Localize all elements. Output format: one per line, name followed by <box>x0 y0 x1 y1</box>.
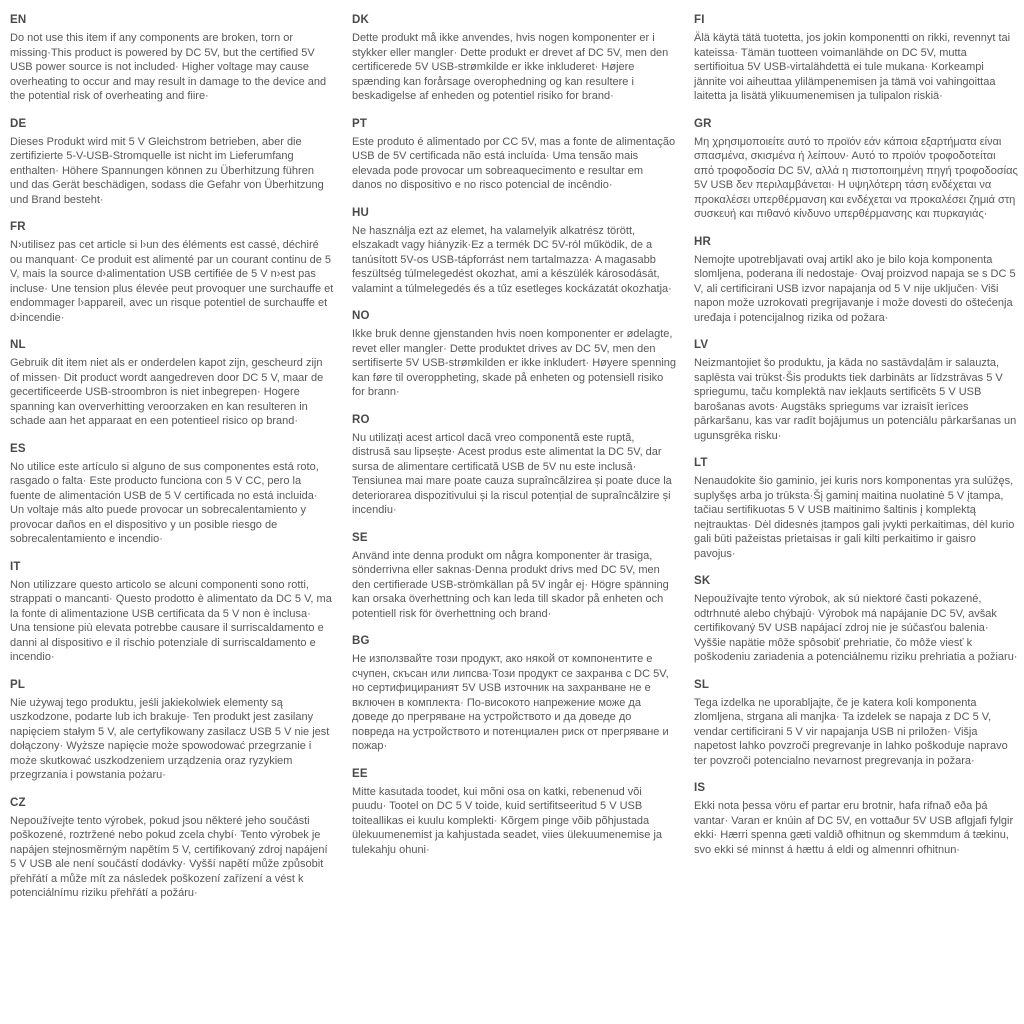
language-code-heading: LV <box>694 339 709 351</box>
language-code-heading: NO <box>352 310 370 322</box>
language-code-heading: NL <box>10 339 26 351</box>
language-paragraph: Mitte kasutada toodet, kui mõni osa on katki, rebenenud või puudu· Tootel on DC 5 V toide, kuid sertifitseeritud 5 V USB toiteallikas ei kuulu komplekti· Kõrgem pinge võib põhjustada ülekuumenemist ja kahjustada seadet, viies ülekuumenemise ja tulekahju ohuni· <box>352 785 663 856</box>
language-paragraph: Ne használja ezt az elemet, ha valamelyik alkatrész törött, elszakadt vagy hiányzik·Ez a termék DC 5V-ról működik, de a tanúsított 5V-os USB-tápforrást nem tartalmazza· A magasabb feszültség túlmelegedést okozhat, ami a készülék károsodását, valamint a túlmelegedés és a tűz esetleges kockázatát okozhatja· <box>352 224 672 295</box>
language-code-heading: PT <box>352 117 368 130</box>
language-paragraph: Nepoužívejte tento výrobek, pokud jsou některé jeho součásti poškozené, roztržené nebo pokud zcela chybí· Tento výrobek je napájen stejnosměrným napětím 5 V, certifikovaný zdroj napájení 5 V USB ale není součástí dodávky· Vyšší napětí může způsobit přehřátí a může mít za následek poškození zařízení a vést k potenciálnímu riziku přehřátí a požáru· <box>10 814 328 899</box>
language-code-heading: FR <box>10 221 26 233</box>
language-code-heading: FI <box>694 14 705 26</box>
language-code-heading: PL <box>10 678 26 691</box>
language-paragraph: Nemojte upotrebljavati ovaj artikl ako je bilo koja komponenta slomljena, poderana ili nedostaje· Ovaj proizvod napaja se s DC 5 V, ali certificirani USB izvor napajanja od 5 V nije uključen· Viši napon može uzrokovati pregrijavanje i može dovesti do oštećenja uređaja i potencijalnog rizika od požara· <box>694 253 1016 324</box>
language-paragraph: Nie używaj tego produktu, jeśli jakiekolwiek elementy są uszkodzone, podarte lub ich brakuje· Ten produkt jest zasilany napięciem stałym 5 V, ale certyfikowany zasilacz USB 5 V nie jest dołączony· Wyższe napięcie może spowodować przegrzanie i może skutkować uszkodzeniem urządzenia oraz ryzykiem przegrzania i powstania pożaru· <box>10 696 330 781</box>
language-paragraph: Ekki nota þessa vöru ef partar eru brotnir, hafa rifnað eða þá vantar· Varan er knúin af DC 5V, en vottaður 5V USB aflgjafi fylgir ekki· Hærri spenna gæti valdið ofhitnun og skemmdum á tækinu, svo ekki sé minnst á hættu á eldi og almennri ofhitnun· <box>694 800 1014 856</box>
language-section-cz <box>10 797 334 901</box>
language-paragraph: Dette produkt må ikke anvendes, hvis nogen komponenter er i stykker eller mangler· Dette produkt er drevet af DC 5V, men den certificerede 5V USB-strømkilde er ikke inkluderet· Højere spænding kan forårsage overophedning og kan resultere i beskadigelse af enheden og potentiel risiko for brand· <box>352 32 669 102</box>
language-section-lt <box>694 457 1018 561</box>
language-paragraph: Este produto é alimentado por CC 5V, mas a fonte de alimentação USB de 5V certificada não está incluída· Uma tensão mais elevada pode provocar um sobreaquecimento e resultar em danos no dispositivo e no risco potencial de incêndio· <box>352 135 676 191</box>
language-code-heading: BG <box>352 635 370 647</box>
language-section-fr <box>10 221 334 325</box>
language-code-heading: HU <box>352 206 370 219</box>
language-section-ee <box>352 768 676 858</box>
language-code-heading: EE <box>352 767 368 780</box>
language-paragraph: Не използвайте този продукт, ако някой от компонентите е счупен, скъсан или липсва·Този продукт се захранва с DC 5V, но сертифицираният 5V USB източник на захранване не е включен в комплекта· По-високото напрежение може да доведе до прегряване на устройството и да доведе до повреда на устройството и потенциален риск от прегряване и пожар· <box>352 653 669 752</box>
language-paragraph: Nenaudokite šio gaminio, jei kuris nors komponentas yra sulūžęs, suplyšęs arba jo trūksta·Šį gaminį maitina nuolatinė 5 V įtampa, tačiau sertifikuotas 5 V USB maitinimo šaltinis į komplektą neįtrauktas· Dėl didesnės įtampos gali įvykti perkaitimas, dėl kurio gali būti pažeistas prietaisas ir gali kilti perkaitimo ir gaisro pavojus· <box>694 475 1015 560</box>
language-paragraph: No utilice este artículo si alguno de sus componentes está roto, rasgado o falta· Este producto funciona con 5 V CC, pero la fuente de alimentación USB de 5 V certificada no está incluida· Un voltaje más alto puede provocar un sobrecalentamiento y provocar daños en el dispositivo y un posible riesgo de sobrecalentamiento e incendio· <box>10 460 319 545</box>
column-middle <box>352 10 676 869</box>
language-code-heading: CZ <box>10 796 26 809</box>
language-code-heading: IT <box>10 560 21 573</box>
language-section-de <box>10 118 334 208</box>
language-section-is <box>694 782 1018 857</box>
language-paragraph: Nu utilizați acest articol dacă vreo componentă este ruptă, distrusă sau lipsește· Acest produs este alimentat la DC 5V, dar sursa de alimentare certificată USB de 5V nu este inclusă· Tensiunea mai mare poate cauza supraîncălzirea și poate duce la deteriorarea dispozitivului și la riscul potențial de supraîncălzire și incendiu· <box>352 431 672 516</box>
language-code-heading: DE <box>10 117 27 130</box>
language-paragraph: Dieses Produkt wird mit 5 V Gleichstrom betrieben, aber die zertifizierte 5-V-USB-Stromquelle ist nicht im Lieferumfang enthalten· Höhere Spannungen können zu Überhitzung führen und das Gerät beschädigen, sodass die Gefahr von Überhitzung und Brand besteht· <box>10 135 324 206</box>
language-section-hr <box>694 236 1018 326</box>
language-section-sl <box>694 679 1018 769</box>
language-paragraph: Non utilizzare questo articolo se alcuni componenti sono rotti, strappati o mancanti· Questo prodotto è alimentato da DC 5 V, ma la fonte di alimentazione USB certificata da 5 V non è inclusa· Una tensione più elevata potrebbe causare il surriscaldamento e danni al dispositivo e il rischio potenziale di surriscaldamento e incendio· <box>10 578 332 663</box>
language-paragraph: Gebruik dit item niet als er onderdelen kapot zijn, gescheurd zijn of missen· Dit product wordt aangedreven door DC 5 V, maar de gecertificeerde USB-stroombron is niet inbegrepen· Hogere spanning kan oververhitting veroorzaken en kan resulteren in schade aan het apparaat en een potentieel risico op brand· <box>10 357 324 427</box>
language-section-hu <box>352 207 676 297</box>
language-code-heading: LT <box>694 457 708 469</box>
language-code-heading: SL <box>694 678 710 691</box>
language-code-heading: RO <box>352 413 370 426</box>
language-section-it <box>10 561 334 665</box>
language-section-ro <box>352 414 676 518</box>
language-section-bg <box>352 635 676 754</box>
language-code-heading: HR <box>694 235 712 248</box>
language-section-no <box>352 310 676 400</box>
column-right <box>694 10 1018 869</box>
language-paragraph: Μη χρησιμοποιείτε αυτό το προϊόν εάν κάποια εξαρτήματα είναι σπασμένα, σκισμένα ή λείπουν· Αυτό το προϊόν τροφοδοτείται από τροφοδοσία DC 5V, αλλά η πιστοποιημένη πηγή τροφοδοσίας 5V USB δεν περιλαμβάνεται· Η υψηλότερη τάση ενδέχεται να προκαλέσει υπερθέρμανση και ενδέχεται να προκαλέσει ζημιά στη συσκευή και πιθανό κίνδυνο υπερθέρμανσης και πυρκαγιάς· <box>694 135 1018 220</box>
language-paragraph: Ikke bruk denne gjenstanden hvis noen komponenter er ødelagte, revet eller mangler· Dette produktet drives av DC 5V, men den sertifiserte 5V USB-strømkilden er ikke inkludert· Høyere spenning kan føre til overoppheting, skade på enheten og potensiell risiko for brann· <box>352 328 677 398</box>
language-paragraph: Älä käytä tätä tuotetta, jos jokin komponentti on rikki, revennyt tai kateissa· Tämän tuotteen voimanlähde on DC 5V, mutta sertifioitua 5V USB-virtalähdettä ei tule mukana· Korkeampi jännite voi aiheuttaa ylilämpenemisen ja tämä voi vahingoittaa laitetta ja lisätä ylikuumenemisen ja tulipalon riskiä· <box>694 32 1011 102</box>
language-section-se <box>352 532 676 622</box>
language-code-heading: GR <box>694 117 712 130</box>
language-paragraph: N›utilisez pas cet article si l›un des éléments est cassé, déchiré ou manquant· Ce produit est alimenté par un courant continu de 5 V, mais la source d›alimentation USB certifiée de 5 V n›est pas incluse· Une tension plus élevée peut provoquer une surchauffe et endommager l›appareil, avec un risque potentiel de surchauffe et d›incendie· <box>10 239 334 324</box>
language-section-pl <box>10 679 334 783</box>
language-code-heading: EN <box>10 14 27 26</box>
language-paragraph: Använd inte denna produkt om några komponenter är trasiga, sönderrivna eller saknas·Denna produkt drivs med DC 5V, men den certifierade USB-strömkällan på 5V ingår ej· Högre spänning kan orsaka överhettning och kan leda till skador på enheten och potentiell risk för överhettning och brand· <box>352 549 669 620</box>
language-code-heading: SK <box>694 575 711 587</box>
column-left <box>10 10 334 913</box>
language-section-nl <box>10 339 334 429</box>
language-paragraph: Nepoužívajte tento výrobok, ak sú niektoré časti pokazené, odtrhnuté alebo chýbajú· Výrobok má napájanie DC 5V, avšak certifikovaný 5V USB napájací zdroj nie je súčasťou balenia· Vyššie napätie môže spôsobiť prehriatie, čo môže viesť k poškodeniu zariadenia a potenciálnemu riziku prehriatia a požiaru· <box>694 593 1018 663</box>
language-section-sk <box>694 575 1018 665</box>
language-code-heading: SE <box>352 531 368 544</box>
language-paragraph: Do not use this item if any components are broken, torn or missing·This product is powered by DC 5V, but the certified 5V USB power source is not included· Higher voltage may cause overheating to occur and may result in damage to the device and the potential risk of overheating and fiire· <box>10 32 327 102</box>
language-section-pt <box>352 118 676 193</box>
language-section-fi <box>694 14 1018 104</box>
language-paragraph: Neizmantojiet šo produktu, ja kāda no sastāvdaļām ir salauzta, saplēsta vai trūkst·Šis produkts tiek darbināts ar līdzstrāvas 5 V spriegumu, taču komplektā nav iekļauts sertificēts 5 V USB barošanas avots· Augstāks spriegums var izraisīt ierīces pārkaršanu, kas var radīt bojājumus un potenciālu pārkaršanas un ugunsgrēka risku· <box>694 357 1017 442</box>
language-section-es <box>10 443 334 547</box>
language-section-en <box>10 14 334 104</box>
language-section-gr <box>694 118 1018 222</box>
language-code-heading: IS <box>694 782 706 794</box>
language-section-dk <box>352 14 676 104</box>
language-paragraph: Tega izdelka ne uporabljajte, če je katera koli komponenta zlomljena, strgana ali manjka· Ta izdelek se napaja z DC 5 V, vendar certificirani 5 V vir napajanja USB ni priložen· Višja napetost lahko povzroči pregrevanje in lahko poškoduje napravo ter povzroči potencialno nevarnost pregrevanja in požara· <box>694 696 1008 767</box>
language-section-lv <box>694 339 1018 443</box>
language-code-heading: DK <box>352 14 370 26</box>
language-code-heading: ES <box>10 442 26 455</box>
